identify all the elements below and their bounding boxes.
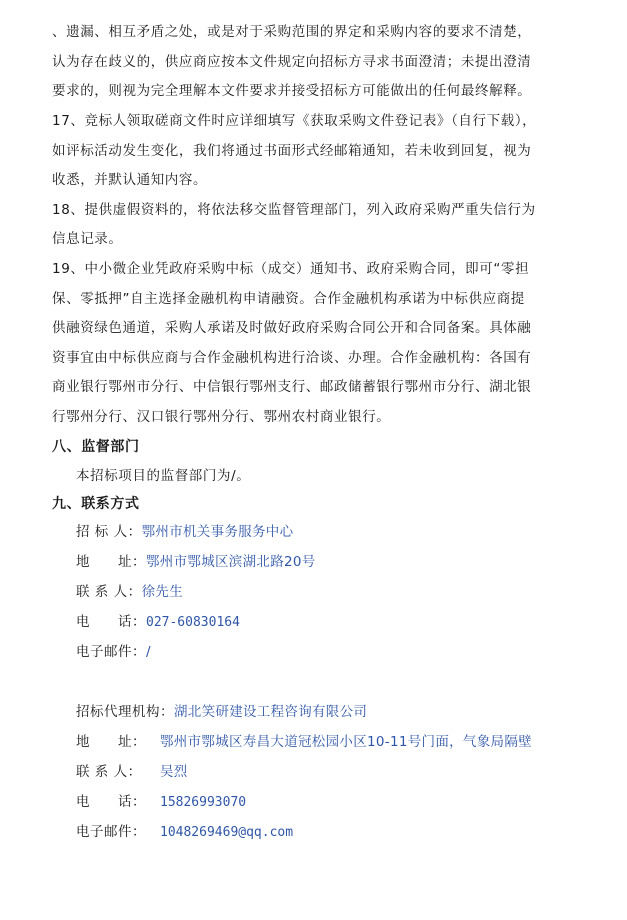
buyer-contact-label: 联 系 人： [76,584,142,600]
buyer-address-row [76,553,316,571]
paragraph-19-line: 资事宜由中标供应商与合作金融机构进行洽谈、办理。合作金融机构：各国有 [52,350,532,366]
paragraph-16-line: 认为存在歧义的，供应商应按本文件规定向招标方寻求书面澄清；未提出澄清 [52,54,532,70]
paragraph-19-line: 保、零抵押”自主选择金融机构申请融资。合作金融机构承诺为中标供应商提 [52,291,525,307]
paragraph-16-line: 、遗漏、相互矛盾之处，或是对于采购范围的界定和采购内容的要求不清楚， [52,24,532,40]
agency-name-row [76,703,367,721]
agency-contact-label: 联 系 人： [76,764,142,780]
paragraph-18-line: 信息记录。 [52,231,123,247]
buyer-email-label: 电子邮件： [76,644,146,660]
section-9-heading: 九、联系方式 [52,496,140,512]
buyer-phone-value: 027-60830164 [146,615,240,630]
agency-name-label: 招标代理机构： [76,704,174,720]
agency-address-value: 鄂州市鄂城区寿昌大道冠松园小区10-11号门面，气象局隔壁 [160,734,532,750]
agency-email-row [76,823,293,842]
buyer-phone-label: 电 话： [76,614,146,630]
agency-phone-value: 15826993070 [160,795,247,810]
agency-phone-row [76,793,246,812]
buyer-address-value: 鄂州市鄂城区滨湖北路20号 [146,554,316,570]
buyer-email-row [76,643,151,661]
paragraph-19-line: 19、中小微企业凭政府采购中标（成交）通知书、政府采购合同，即可“零担 [52,261,530,277]
agency-phone-label: 电 话： [76,794,146,810]
buyer-address-label: 地 址： [76,554,146,570]
paragraph-17-line: 如评标活动发生变化，我们将通过书面形式经邮箱通知，若未收到回复，视为 [52,143,532,159]
paragraph-19-line: 供融资绿色通道，采购人承诺及时做好政府采购合同公开和合同备案。具体融 [52,320,532,336]
agency-address-row [76,733,532,751]
buyer-contact-row [76,583,183,601]
paragraph-19-line: 商业银行鄂州市分行、中信银行鄂州支行、邮政储蓄银行鄂州市分行、湖北银 [52,379,532,395]
agency-contact-value: 吴烈 [160,764,188,780]
paragraph-17-line: 收悉，并默认通知内容。 [52,172,208,188]
paragraph-16-line: 要求的，则视为完全理解本文件要求并接受招标方可能做出的任何最终解释。 [52,83,532,99]
buyer-contact-value: 徐先生 [141,584,183,600]
paragraph-18-line: 18、提供虚假资料的，将依法移交监督管理部门，列入政府采购严重失信行为 [52,202,536,218]
section-8-heading: 八、监督部门 [52,439,140,455]
section-8-text: 本招标项目的监督部门为/。 [76,468,251,484]
buyer-name-value: 鄂州市机关事务服务中心 [141,524,294,540]
buyer-email-value: / [146,644,151,660]
agency-email-label: 电子邮件： [76,824,146,840]
paragraph-17-line: 17、竞标人领取磋商文件时应详细填写《获取采购文件登记表》（自行下载）， [52,113,537,129]
buyer-name-row [76,523,293,541]
agency-name-value: 湖北笑研建设工程咨询有限公司 [174,704,368,720]
agency-contact-row [76,763,188,781]
paragraph-19-line: 行鄂州分行、汉口银行鄂州分行、鄂州农村商业银行。 [52,409,391,425]
buyer-name-label: 招 标 人： [76,524,142,540]
agency-email-value[interactable]: 1048269469@qq.com [160,825,294,840]
buyer-phone-row [76,613,240,632]
agency-address-label: 地 址： [76,734,146,750]
